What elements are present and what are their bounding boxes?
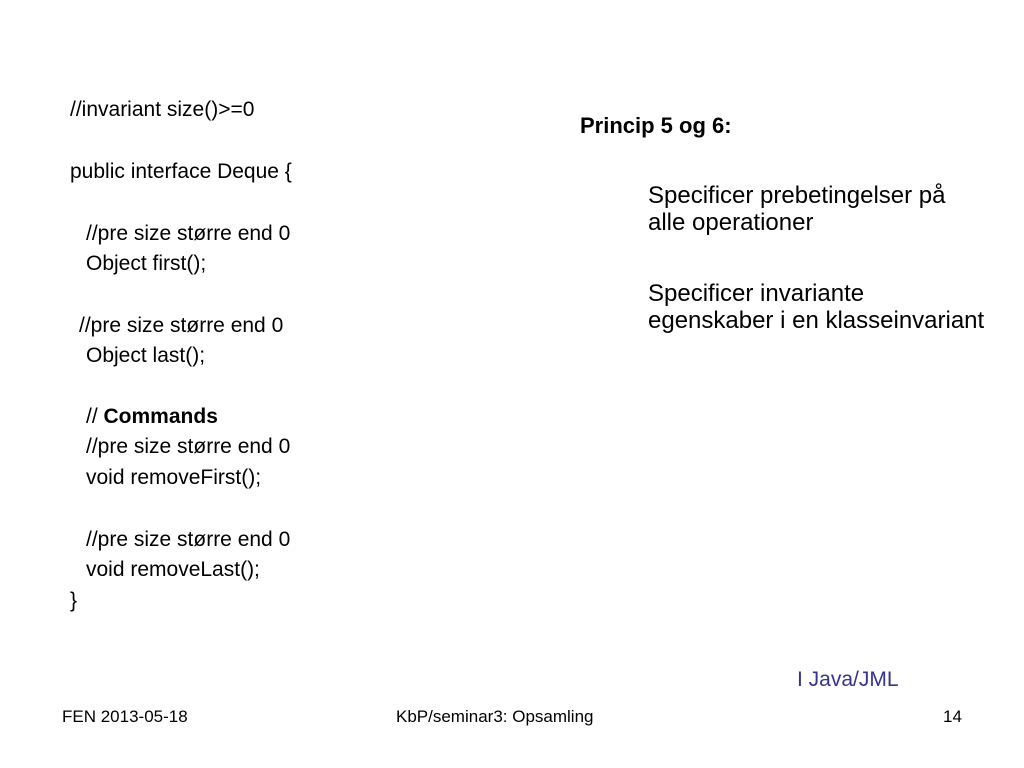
code-line-pre-first: //pre size større end 0 [86,222,291,245]
code-line-pre-last: //pre size større end 0 [79,314,284,337]
commands-heading: Commands [103,405,218,428]
code-line-invariant: //invariant size()>=0 [70,98,255,121]
code-line-interface: public interface Deque { [70,160,292,183]
code-line-last: Object last(); [86,344,206,367]
code-line-pre-remove-last: //pre size større end 0 [86,528,291,551]
code-line-remove-last: void removeLast(); [86,558,260,581]
footer-date: FEN 2013-05-18 [62,707,188,726]
principle-bullet-preconditions: Specificer prebetingelser på alle operationer [648,182,946,236]
code-line-closing-brace: } [70,589,78,612]
code-line-first: Object first(); [86,252,207,275]
principle-title: Princip 5 og 6: [580,113,732,138]
code-line-remove-first: void removeFirst(); [86,466,262,489]
code-line-pre-remove-first: //pre size større end 0 [86,435,291,458]
footer-title: KbP/seminar3: Opsamling [396,707,594,726]
java-jml-link[interactable]: I Java/JML [797,668,899,691]
principle-bullet-invariant: Specificer invariante egenskaber i en klasseinvariant [648,280,985,334]
footer-page-number: 14 [943,707,962,726]
comment-prefix: // [86,405,104,428]
code-line-commands-comment [86,405,218,429]
